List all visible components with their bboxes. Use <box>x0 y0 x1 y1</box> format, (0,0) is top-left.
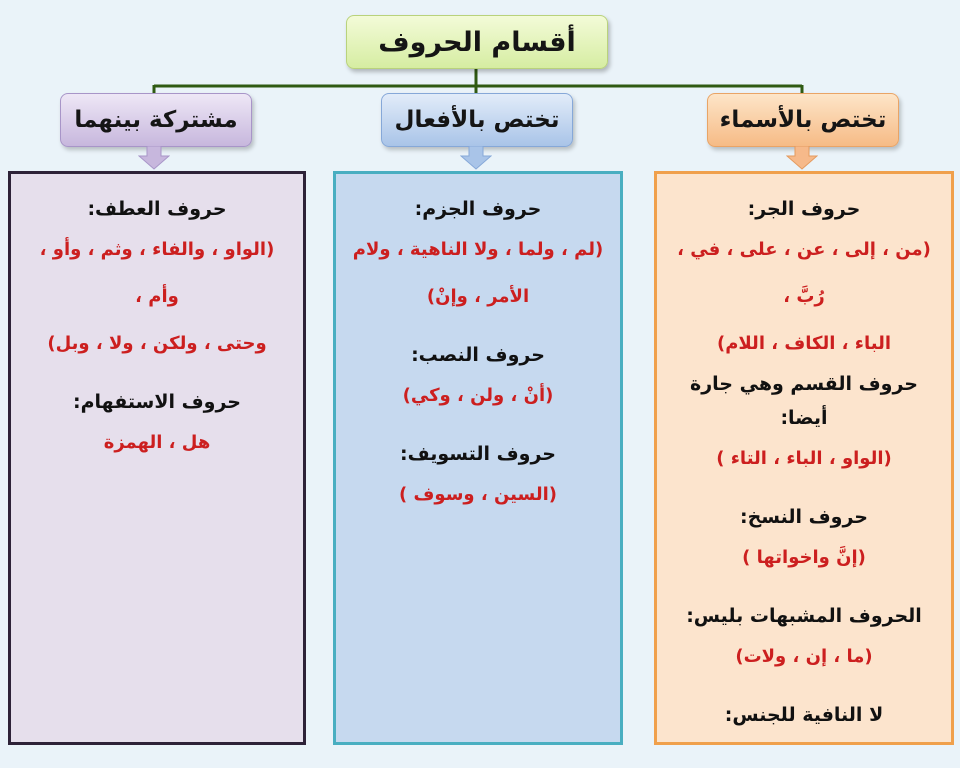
section-text: الأمر ، وإنْ) <box>426 286 530 307</box>
section-text: هل ، الهمزة <box>103 432 211 453</box>
down-arrow-icon <box>460 146 492 170</box>
section-text: (الواو ، والفاء ، وثم ، وأو ، وأم ، <box>39 239 275 307</box>
heading-verbs: تختص بالأفعال <box>381 93 573 147</box>
section-title: حروف العطف: <box>87 198 227 220</box>
section-text: (لم ، ولما ، ولا الناهية ، ولام <box>352 239 604 260</box>
section-text: (الواو ، الباء ، التاء ) <box>716 448 892 469</box>
down-arrow-icon <box>138 146 170 170</box>
down-arrow-icon <box>786 146 818 170</box>
section-title: لا النافية للجنس: <box>724 704 884 726</box>
section-title: حروف النسخ: <box>739 506 869 528</box>
section-title: حروف الاستفهام: <box>73 391 241 413</box>
heading-nouns: تختص بالأسماء <box>707 93 899 147</box>
diagram-title: أقسام الحروف <box>346 15 608 69</box>
section-title: حروف التسويف: <box>399 443 557 465</box>
section-text: الباء ، الكاف ، اللام) <box>716 333 892 354</box>
section-title: حروف القسم وهي جارة أيضا: <box>690 373 918 429</box>
panel-verbs <box>333 171 623 745</box>
section-text: (من ، إلى ، عن ، على ، في ، رُبَّ ، <box>677 239 931 307</box>
section-text: وحتى ، ولكن ، ولا ، وبل) <box>47 333 267 354</box>
panel-shared <box>8 171 306 745</box>
section-text: (إنَّ واخواتها ) <box>742 547 866 568</box>
section-title: الحروف المشبهات بليس: <box>686 605 922 627</box>
section-text: (السين ، وسوف ) <box>399 484 557 505</box>
panel-nouns <box>654 171 954 745</box>
section-title: حروف الجزم: <box>414 198 542 220</box>
section-text: (أنْ ، ولن ، وكي) <box>402 385 554 406</box>
section-text: (ما ، إن ، ولات) <box>735 646 873 667</box>
heading-shared: مشتركة بينهما <box>60 93 252 147</box>
section-title: حروف النصب: <box>411 344 545 366</box>
section-title: حروف الجر: <box>747 198 861 220</box>
